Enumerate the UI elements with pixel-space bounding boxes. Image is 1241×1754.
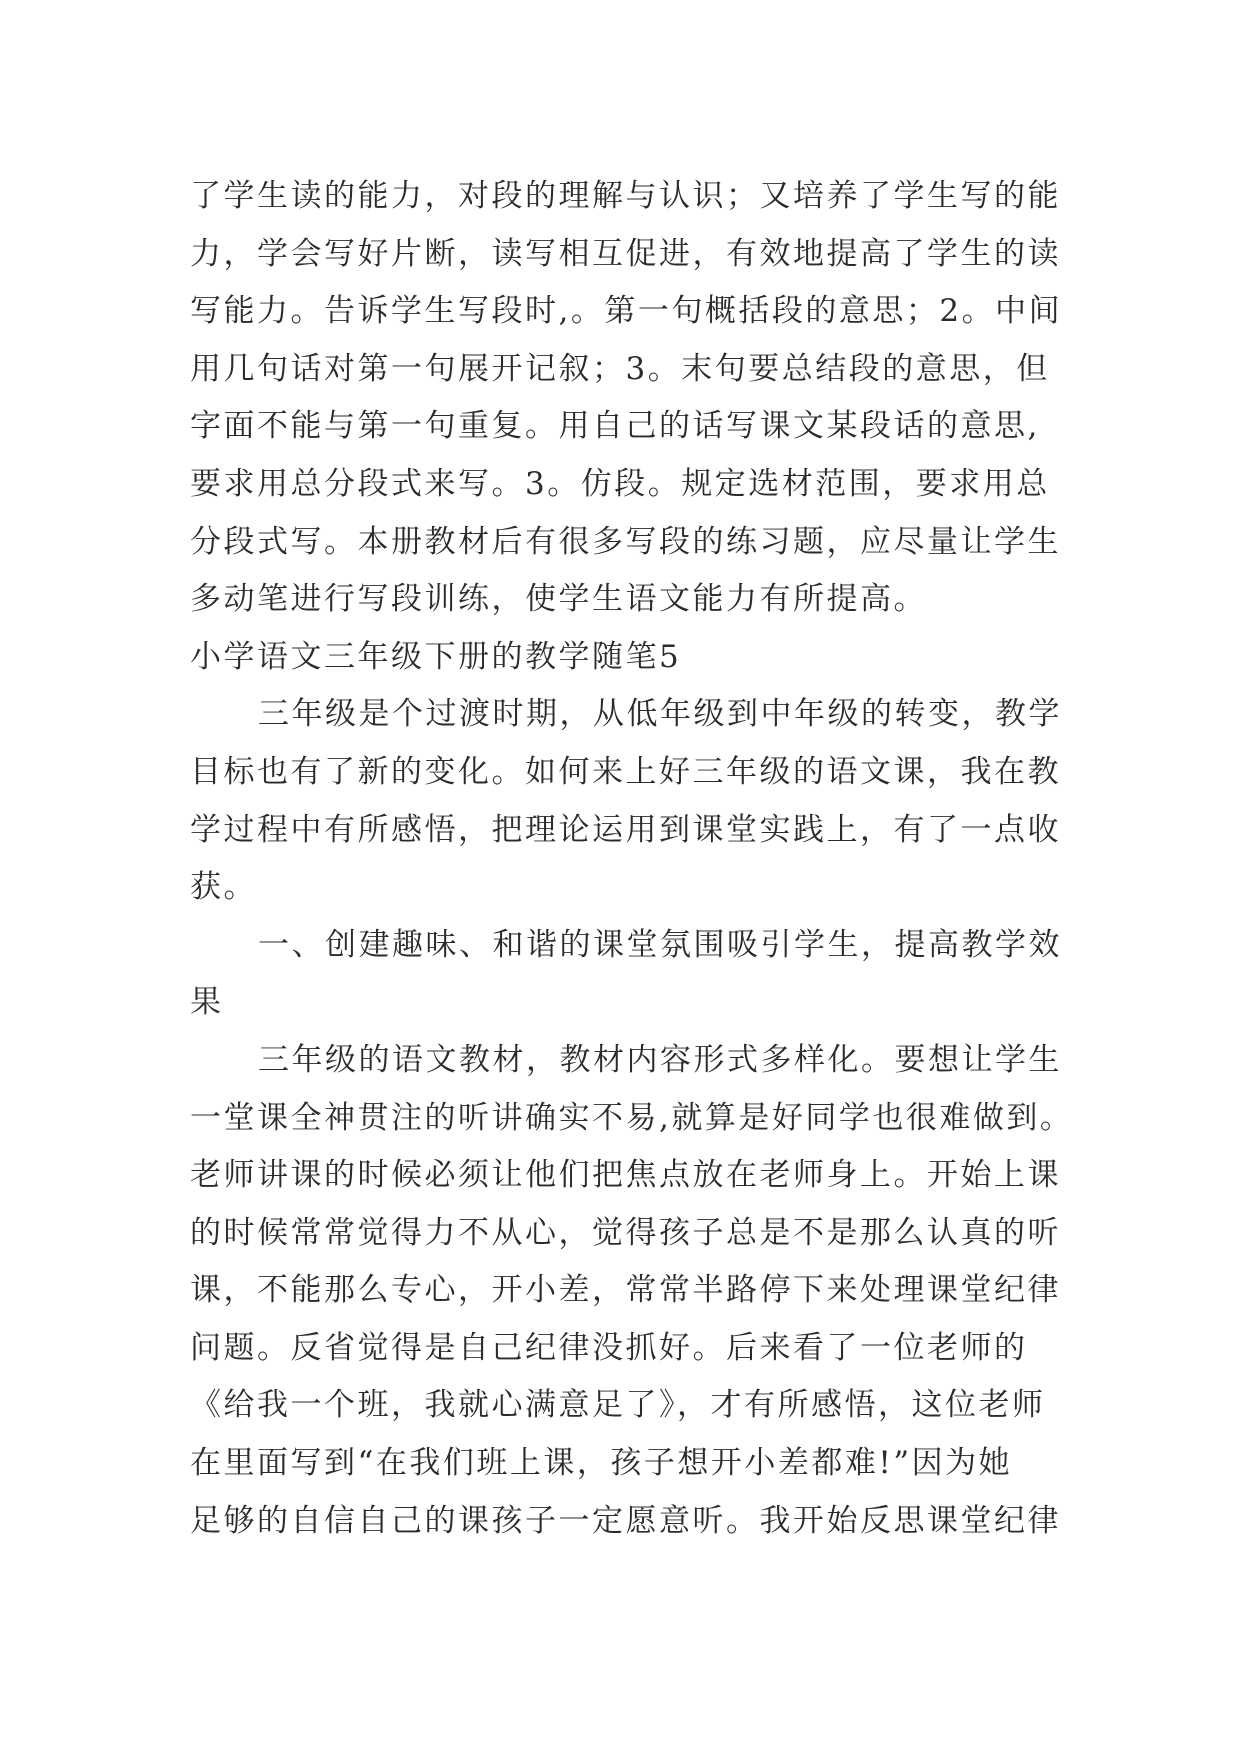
text-line: 了学生读的能力，对段的理解与认识；又培养了学生写的能 [190,178,1061,214]
text-line: 三年级是个过渡时期，从低年级到中年级的转变，教学 [258,696,1062,733]
text-line: 目标也有了新的变化。如何来上好三年级的语文课，我在教 [190,753,1061,790]
text-line: 用几句话对第一句展开记叙；3。末句要总结段的意思，但 [190,350,1050,387]
text-line: 多动笔进行写段训练，使学生语文能力有所提高。 [190,581,927,618]
text-line: 三年级的语文教材，教材内容形式多样化。要想让学生 [258,1041,1062,1078]
text-line: 在里面写到“在我们班上课，孩子想开小差都难!”因为她 [190,1445,1013,1482]
text-line: 字面不能与第一句重复。用自己的话写课文某段话的意思, [190,408,1040,445]
text-line: 问题。反省觉得是自己纪律没抓好。后来看了一位老师的 [190,1329,1028,1366]
text-line: 老师讲课的时候必须让他们把焦点放在老师身上。开始上课 [190,1157,1061,1194]
subheading-line: 果 [190,984,224,1021]
text-line: 要求用总分段式来写。3。仿段。规定选材范围，要求用总 [190,465,1050,502]
text-line: 力，学会写好片断，读写相互促进，有效地提高了学生的读 [190,235,1061,272]
text-line: 分段式写。本册教材后有很多写段的练习题，应尽量让学生 [190,523,1061,560]
body-text [190,168,1074,1550]
subheading-line: 一、创建趣味、和谐的课堂氛围吸引学生，提高教学效 [258,926,1062,963]
text-line: 一堂课全神贯注的听讲确实不易,就算是好同学也很难做到。 [190,1099,1074,1136]
text-line: 《给我一个班，我就心满意足了》，才有所感悟，这位老师 [190,1387,1046,1424]
text-line: 写能力。告诉学生写段时,。第一句概括段的意思；2。中间 [190,293,1063,330]
text-line: 的时候常常觉得力不从心，觉得孩子总是不是那么认真的听 [190,1214,1061,1251]
section-heading: 小学语文三年级下册的教学随笔5 [190,638,682,675]
text-line: 足够的自信自己的课孩子一定愿意听。我开始反思课堂纪律 [190,1502,1061,1539]
text-line: 学过程中有所感悟，把理论运用到课堂实践上，有了一点收 [190,811,1061,848]
text-line: 课，不能那么专心，开小差，常常半路停下来处理课堂纪律 [190,1272,1061,1309]
text-line: 获。 [190,869,257,906]
